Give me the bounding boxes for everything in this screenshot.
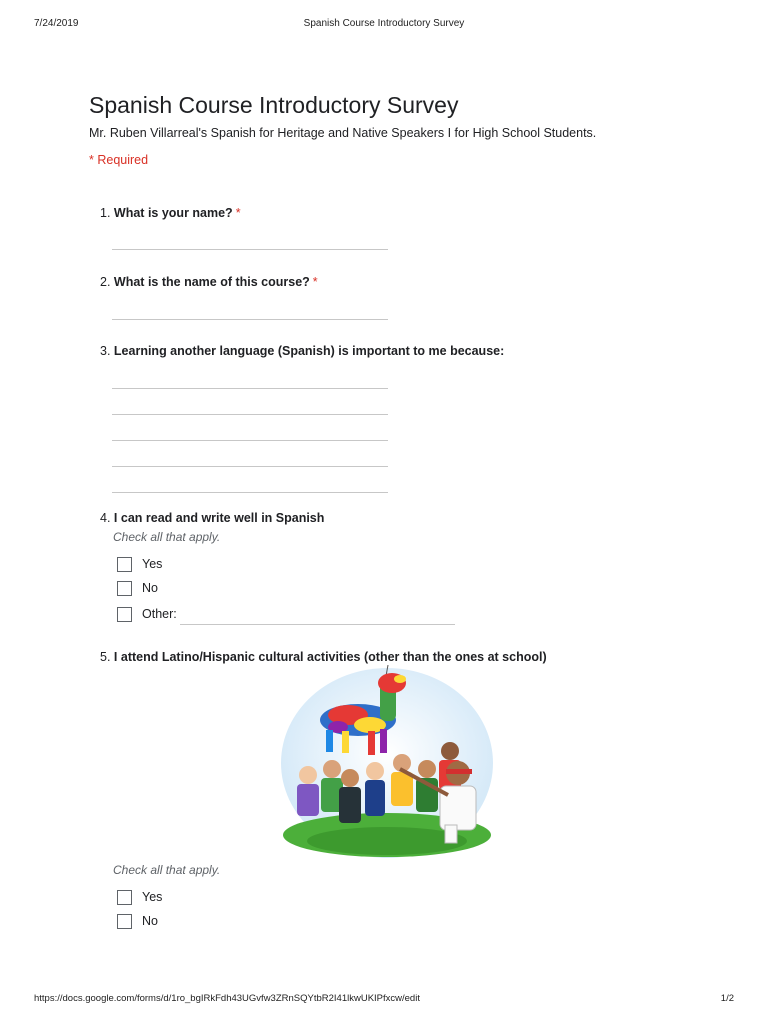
form-title: Spanish Course Introductory Survey	[89, 92, 459, 118]
required-star: *	[312, 275, 318, 289]
print-title: Spanish Course Introductory Survey	[303, 18, 465, 29]
question-text: I can read and write well in Spanish	[113, 511, 325, 525]
question-4-title	[100, 511, 324, 525]
checkbox[interactable]	[117, 914, 132, 929]
question-5-title	[100, 650, 547, 664]
option-label: Yes	[142, 557, 163, 571]
pinata-party-clipart	[280, 665, 495, 860]
paragraph-answer-line[interactable]	[112, 388, 388, 389]
question-number: 1.	[100, 206, 111, 220]
print-header	[34, 18, 734, 32]
page-number: 1/2	[720, 993, 734, 1004]
checkbox[interactable]	[117, 607, 132, 622]
checkbox[interactable]	[117, 581, 132, 596]
helper-text: Check all that apply.	[113, 530, 221, 544]
question-number: 2.	[100, 275, 111, 289]
print-footer	[34, 993, 734, 1007]
course-name-answer-field[interactable]	[112, 319, 388, 320]
paragraph-answer-line[interactable]	[112, 492, 388, 493]
question-number: 3.	[100, 344, 111, 358]
required-note: * Required	[89, 153, 149, 167]
option-label: No	[142, 581, 158, 595]
print-url: https://docs.google.com/forms/d/1ro_bgIRkFdh43UGvfw3ZRnSQYtbR2I41lkwUKIPfxcw/edit	[34, 993, 420, 1004]
print-date: 7/24/2019	[34, 18, 79, 29]
other-answer-field[interactable]	[180, 624, 455, 625]
question-text: What is your name?	[113, 206, 233, 220]
question-text: What is the name of this course?	[113, 275, 310, 289]
question-text: Learning another language (Spanish) is important to me because:	[113, 344, 505, 358]
question-number: 4.	[100, 511, 111, 525]
option-label: Other:	[142, 607, 177, 621]
question-1-title	[100, 206, 241, 220]
name-answer-field[interactable]	[112, 249, 388, 250]
question-2-title	[100, 275, 318, 289]
required-star: *	[235, 206, 241, 220]
question-3-title	[100, 344, 504, 358]
paragraph-answer-line[interactable]	[112, 466, 388, 467]
paragraph-answer-line[interactable]	[112, 414, 388, 415]
helper-text: Check all that apply.	[113, 863, 221, 877]
option-label: Yes	[142, 890, 163, 904]
question-text: I attend Latino/Hispanic cultural activities (other than the ones at school)	[113, 650, 547, 664]
checkbox[interactable]	[117, 557, 132, 572]
checkbox[interactable]	[117, 890, 132, 905]
form-description: Mr. Ruben Villarreal's Spanish for Heritage and Native Speakers I for High School Students.	[89, 126, 597, 140]
question-number: 5.	[100, 650, 111, 664]
paragraph-answer-line[interactable]	[112, 440, 388, 441]
option-label: No	[142, 914, 158, 928]
